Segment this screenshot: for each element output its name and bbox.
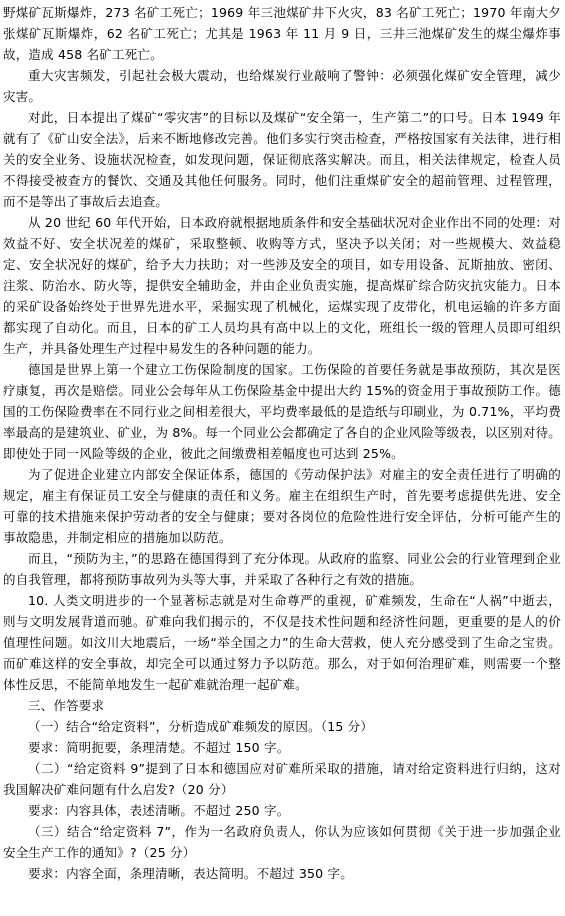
question-2-requirement: 要求：内容具体，表述清晰。不超过 250 字。 <box>28 803 290 818</box>
paragraph-japan-zero-disaster: 对此，日本提出了煤矿“零灾害”的目标以及煤矿“安全第一，生产第二”的口号。日本 1949 年就有了《矿山安全法》，后来不断地修改完善。他们多实行突击检查，严格按国家有关法律，进行相关的安全业务、设施状况检查，如发现问题，保证彻底落实解决。而且，相关法律规定，检查人员不得接受被查方的餐饮、交通及其他任何服务。同时，他们注重煤矿安全的超前管理、过程管理，而不是等出了事故后去追查。 <box>3 110 561 209</box>
paragraph-germany-insurance: 德国是世界上第一个建立工伤保险制度的国家。工伤保险的首要任务就是事故预防，其次是医疗康复，再次是赔偿。同业公会每年从工伤保险基金中提出大约 15%的资金用于事故预防工作。德国的工伤保险费率在不同行业之间相差很大，平均费率最低的是造纸与印刷业，为 0.71%，平均费率最高的是建筑业、矿业，为 8%。每一个同业公会都确定了各自的企业风险等级表，以区别对待。即使处于同一风险等级的企业，彼此之间缴费相差幅度也可达到 25%。 <box>3 362 561 461</box>
section-title-requirements: 三、作答要求 <box>28 698 105 713</box>
paragraph-disaster-warning: 重大灾害频发，引起社会极大震动，也给煤炭行业敲响了警钟：必须强化煤矿安全管理，减少灾害。 <box>3 68 561 104</box>
question-3-requirement: 要求：内容全面，条理清晰，表达简明。不超过 350 字。 <box>28 866 353 881</box>
paragraph-japan-policy: 从 20 世纪 60 年代开始，日本政府就根据地质条件和安全基础状况对企业作出不同的处理：对效益不好、安全状况差的煤矿，采取整顿、收购等方式，坚决予以关闭；对一些规模大、效益稳定、安全状况好的煤矿，给予大力扶助；对一些涉及安全的项目，如专用设备、瓦斯抽放、密闭、注浆、防治水、防火等，提供安全辅助金，并由企业负责实施，提高煤矿综合防灾抗灾能力。日本的采矿设备始终处于世界先进水平，采掘实现了机械化，运煤实现了皮带化，机电运输的许多方面都实现了自动化。而且，日本的矿工人员均具有高中以上的文化，班组长一级的管理人员即可组织生产，并具备处理生产过程中易发生的各种问题的能力。 <box>3 215 561 356</box>
question-2: （二）“给定资料 9”提到了日本和德国应对矿难所采取的措施，请对给定资料进行归纳，这对我国解决矿难问题有什么启发?（20 分） <box>3 761 561 797</box>
paragraph-casualty-list: 野煤矿瓦斯爆炸，273 名矿工死亡；1969 年三池煤矿井下火灾，83 名矿工死亡；1970 年南大夕张煤矿瓦斯爆炸，62 名矿工死亡；尤其是 1963 年 11 月 9 日，三井三池煤矿发生的煤尘爆炸事故，造成 458 名矿工死亡。 <box>3 5 561 62</box>
paragraph-material-10: 10. 人类文明进步的一个显著标志就是对生命尊严的重视，矿难频发，生命在“人祸”中逝去，则与文明发展背道而驰。矿难向我们揭示的，不仅是技术性问题和经济性问题，更重要的是人的价值理性问题。如汶川大地震后，一场“举全国之力”的生命大营救，使人充分感受到了生命之宝贵。而矿难这样的安全事故，却完全可以通过努力予以防范。那么，对于如何治理矿难，则需要一个整体性反思，不能简单地发生一起矿难就治理一起矿难。 <box>3 593 561 692</box>
question-1-requirement: 要求：简明扼要，条理清楚。不超过 150 字。 <box>28 740 290 755</box>
question-3: （三）结合“给定资料 7”，作为一名政府负责人，你认为应该如何贯彻《关于进一步加强企业安全生产工作的通知》?（25 分） <box>3 824 561 860</box>
question-1: （一）结合“给定资料”，分析造成矿难频发的原因。（15 分） <box>28 719 374 734</box>
paragraph-prevention-first: 而且，“预防为主，”的思路在德国得到了充分体现。从政府的监察、同业公会的行业管理到企业的自我管理，都将预防事故列为头等大事，并采取了各种行之有效的措施。 <box>3 551 561 587</box>
paragraph-germany-labor-law: 为了促进企业建立内部安全保证体系，德国的《劳动保护法》对雇主的安全责任进行了明确的规定，雇主有保证员工安全与健康的责任和义务。雇主在组织生产时，首先要考虑提供先进、安全可靠的技术措施来保护劳动者的安全与健康；要对各岗位的危险性进行安全评估，分析可能产生的事故隐患，并制定相应的措施加以防范。 <box>3 467 561 545</box>
